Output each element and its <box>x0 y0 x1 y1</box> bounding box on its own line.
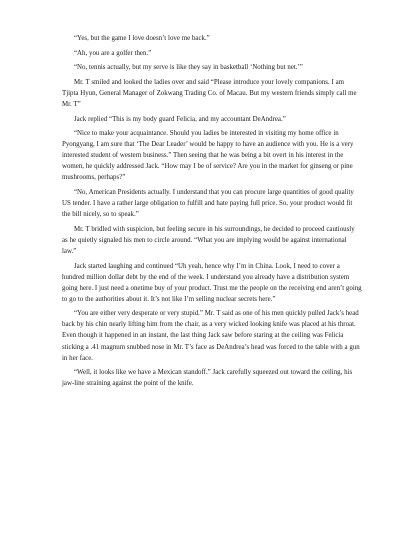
paragraph: “You are either very desperate or very stupid.” Mr. T said as one of his men quickly pulled Jack’s head back by his chin nearly lifting him from the chair, as a very wicked looking knife was placed at his throat. Even though it happened in an instant, the last thing Jack saw before staring at the ceiling was Felicia sticking a .41 magnum snubbed nose in Mr. T’s face as DeAndrea’s head was forced to the table with a gun in her face. <box>62 310 360 362</box>
paragraph: “No, American Presidents actually. I understand that you can procure large quantities of good quality US tender. I have a rather large obligation to fulfill and hate paying full price. So, your product would fit the bill nicely, so to speak.” <box>62 189 354 219</box>
paragraph: “Nice to make your acquaintance. Should you ladies be interested in visiting my home office in Pyongyang, I am sure that ‘The Dear Leader’ would be happy to have an audience with you. He is a very interested student of western business.” Then seeing that he was being a bit overt in his interest in the women, he quickly addressed Jack. “How may I be of service? Are you in the market for ginseng or pine mushrooms, perhaps?” <box>62 130 354 182</box>
paragraph: “Yes, but the game I love doesn’t love me back.” <box>74 35 210 42</box>
body-text <box>62 33 362 389</box>
paragraph: “No, tennis actually, but my serve is like they say in basketball ‘Nothing but net.’” <box>74 64 303 72</box>
paragraph: Jack replied “This is my body guard Felicia, and my accountant DeAndrea.” <box>74 115 286 123</box>
paragraph: Mr. T smiled and looked the ladies over and said “Please introduce your lovely companions. I am Tjipta Hyun, General Manager of Zokwang Trading Co. of Macau. But my western friends simply call me Mr. T” <box>62 78 357 109</box>
paragraph: Jack started laughing and continued “Uh yeah, hence why I’m in China. Look, I need to cover a hundred million dollar debt by the end of the week. I understand you already have a distribution system going here. I just need a onetime buy of your product. Trust me the people on the receiving end aren’t going to go to the authorities about it. It’s not like I’m selling nuclear secrets here.” <box>62 262 362 303</box>
paragraph: Mr. T bridled with suspicion, but feeling secure in his surroundings, he decided to proceed cautiously as he quietly signaled his men to circle around. “What you are implying would be against international law.” <box>62 225 355 255</box>
paragraph: “Well, it looks like we have a Mexican standoff.” Jack carefully squeezed out toward the ceiling, his jaw-line straining against the point of the knife. <box>62 369 353 388</box>
paragraph: “Ah, you are a golfer then.” <box>74 49 152 57</box>
